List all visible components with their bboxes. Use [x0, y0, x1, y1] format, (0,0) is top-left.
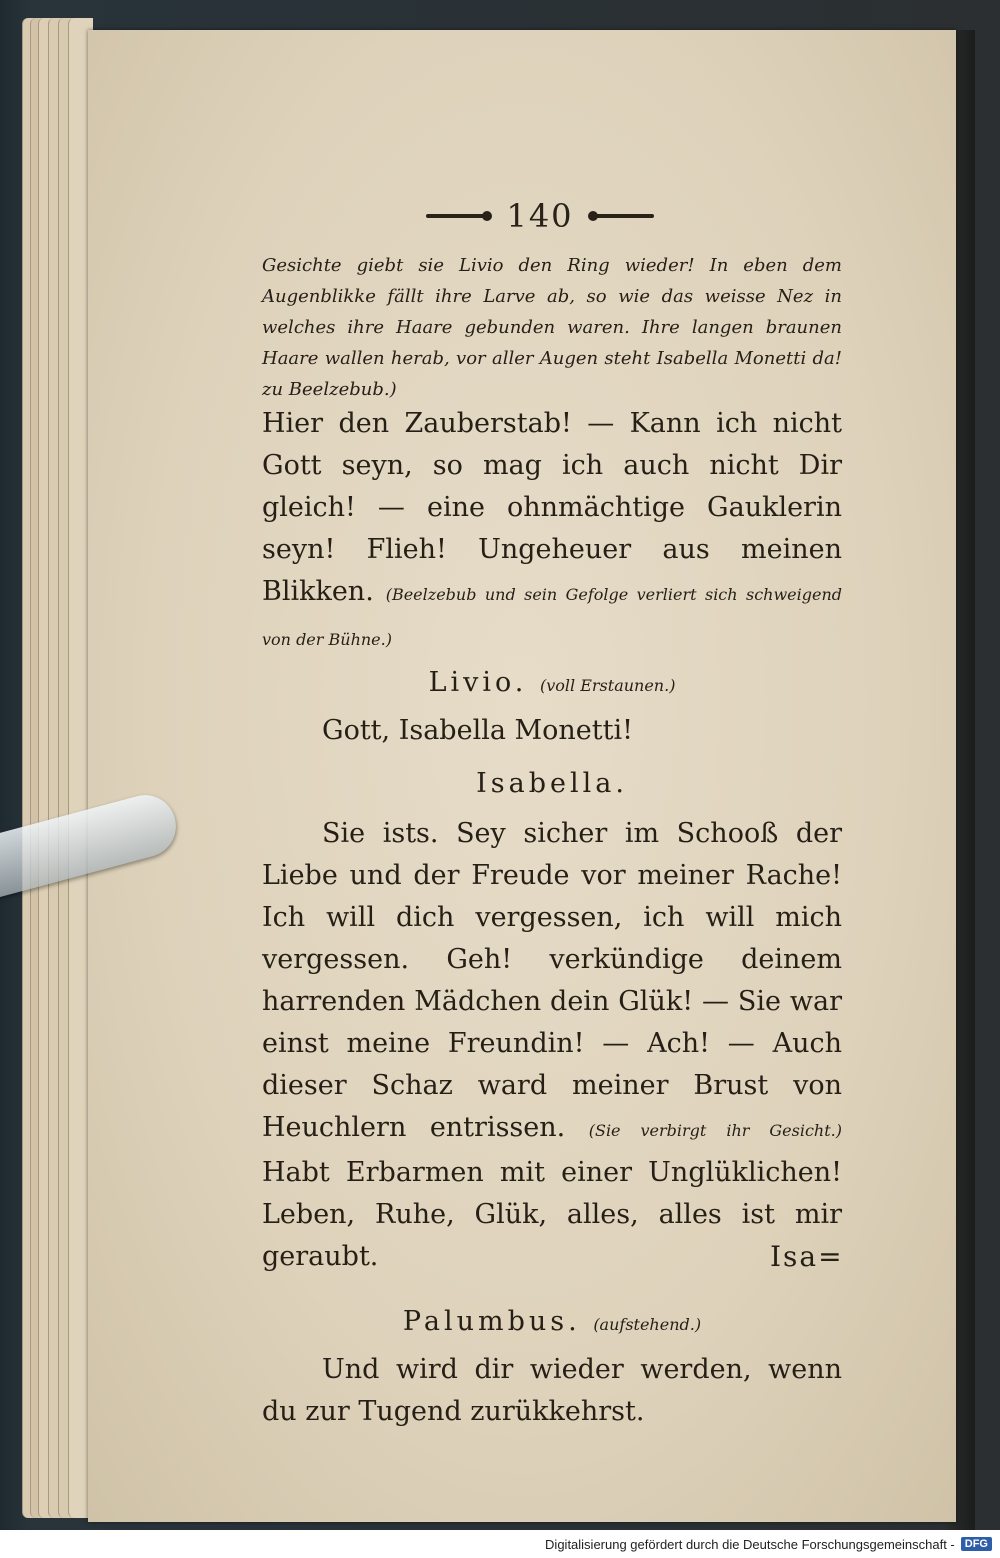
speech-isabella-2 — [262, 813, 842, 1278]
ornament-rule-left — [426, 214, 488, 218]
page-edges — [22, 18, 92, 1518]
catchword: Isa= — [770, 1240, 844, 1273]
stage-direction-inline: (Beelzebub und sein Gefolge verliert sich schweigend von der Bühne.) — [262, 585, 842, 649]
stage-direction — [262, 250, 842, 405]
stage-direction-inline: (Sie verbirgt ihr Gesicht.) — [588, 1121, 842, 1140]
speech-palumbus — [262, 1349, 842, 1433]
footer-bar — [0, 1530, 1000, 1558]
speaker-livio — [262, 667, 842, 698]
stage-direction-text: Gesichte giebt sie Livio den Ring wieder! In eben dem Augenblikke fällt ihre Larve ab, so wie das weisse Nez in welches ihre Haare gebunden waren. Ihre langen braunen Haare wallen herab, vor aller Augen steht Isabella Monetti da! zu Beelzebub.) — [262, 255, 842, 400]
speaker-name: Isabella. — [476, 768, 628, 799]
footer-credit: Digitalisierung gefördert durch die Deutsche Forschungsgemeinschaft - — [545, 1536, 955, 1552]
speaker-palumbus — [262, 1306, 842, 1337]
speaker-direction: (aufstehend.) — [593, 1315, 702, 1334]
speech-text: Und wird dir wieder werden, wenn du zur Tugend zurükkehrst. — [262, 1354, 842, 1427]
speech-text: Gott, Isabella Monetti! — [322, 715, 633, 746]
speech-livio — [262, 710, 842, 752]
page-header — [400, 196, 680, 236]
speech-text: Sie ists. Sey sicher im Schooß der Liebe und der Freude vor meiner Rache! Ich will dich vergessen, ich will mich vergessen. Geh! verkündige deinem harrenden Mädchen dein Glük! — Sie war einst meine Freundin! — Ach! — Auch dieser Schaz ward meiner Brust von Heuchlern entrissen. — [262, 818, 842, 1143]
speaker-name: Livio. — [428, 667, 528, 698]
speech-isabella-1 — [262, 403, 842, 661]
speaker-direction: (voll Erstaunen.) — [539, 676, 676, 695]
page-number: 140 — [506, 197, 574, 235]
speaker-isabella — [262, 768, 842, 799]
speech-text: Habt Erbarmen mit einer Unglüklichen! Leben, Ruhe, Glük, alles, alles ist mir geraubt. — [262, 1157, 842, 1272]
speech-text: Hier den Zauberstab! — Kann ich nicht Gott seyn, so mag ich auch nicht Dir gleich! — eine ohnmächtige Gauklerin seyn! Flieh! Ungeheuer aus meinen Blikken. — [262, 408, 842, 607]
ornament-rule-right — [592, 214, 654, 218]
speaker-name: Palumbus. — [402, 1306, 581, 1337]
page-text — [262, 250, 842, 1433]
dfg-logo: DFG — [961, 1537, 992, 1551]
